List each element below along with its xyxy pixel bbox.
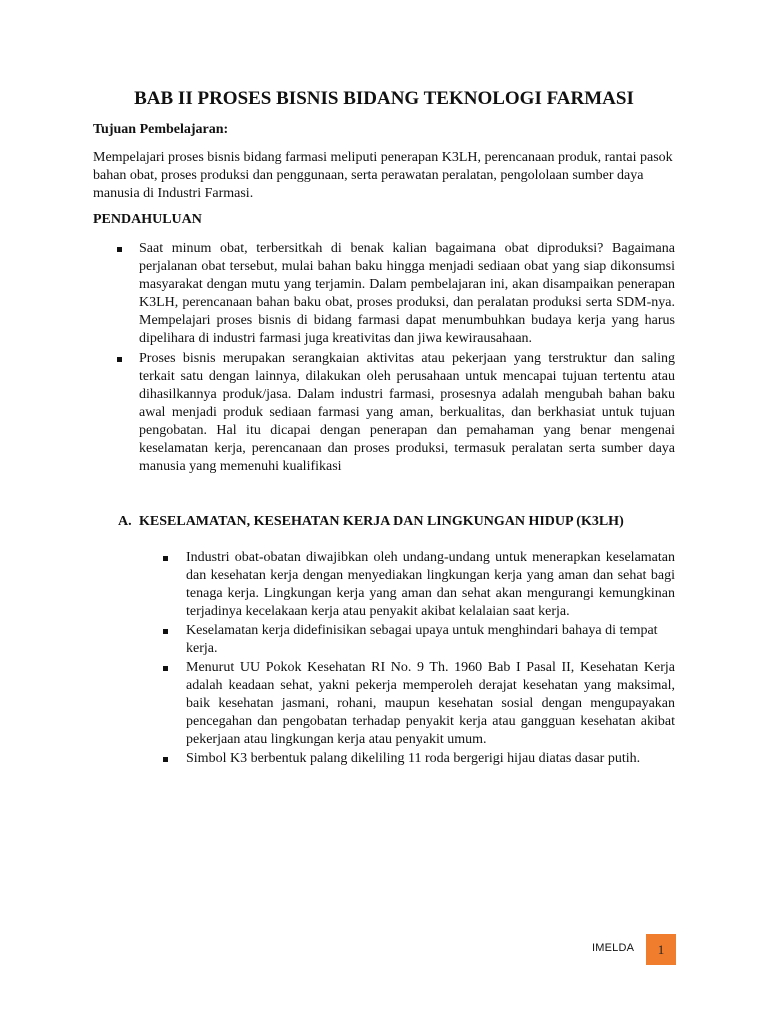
footer-author: IMELDA <box>592 942 635 954</box>
square-bullet-icon <box>163 556 168 561</box>
square-bullet-icon <box>163 629 168 634</box>
square-bullet-icon <box>163 757 168 762</box>
list-item-text: Industri obat-obatan diwajibkan oleh undang-undang untuk menerapkan keselamatan dan kesehatan kerja dengan menyediakan lingkungan kerja yang aman dan sehat bagi tenaga kerja. Lingkungan kerja yang aman dan sehat akan mengurangi kemungkinan terjadinya kecelakaan kerja atau penyakit akibat kelalaian saat kerja. <box>186 550 675 619</box>
section-a-heading <box>118 513 678 531</box>
square-bullet-icon <box>117 247 122 252</box>
list-item <box>186 549 675 621</box>
pendahuluan-heading: PENDAHULUAN <box>93 212 202 227</box>
list-item-text: Simbol K3 berbentuk palang dikeliling 11 roda bergerigi hijau diatas dasar putih. <box>186 751 641 766</box>
list-item <box>186 750 675 768</box>
list-item <box>139 350 675 476</box>
section-title: KESELAMATAN, KESEHATAN KERJA DAN LINGKUNGAN HIDUP (K3LH) <box>139 514 624 529</box>
page-number-badge <box>646 934 676 965</box>
list-item-text: Menurut UU Pokok Kesehatan RI No. 9 Th. 1960 Bab I Pasal II, Kesehatan Kerja adalah keadaan sehat, yakni pekerja memperoleh derajat kesehatan yang maksimal, baik kesehatan jasmani, rohani, maupun kesehatan sosial dengan mengupayakan pencegahan dan pengobatan terhadap penyakit kerja atau gangguan kesehatan akibat pekerjaan atau lingkungan kerja atau penyakit umum. <box>186 660 675 747</box>
objective-heading: Tujuan Pembelajaran: <box>93 122 229 137</box>
list-item <box>186 622 675 658</box>
page-number: 1 <box>657 941 665 957</box>
section-letter: A. <box>118 514 132 529</box>
list-item <box>186 659 675 749</box>
list-item <box>139 240 675 348</box>
section-a-list <box>186 549 675 768</box>
objective-text: Mempelajari proses bisnis bidang farmasi meliputi penerapan K3LH, perencanaan produk, rantai pasok bahan obat, proses produksi dan penggunaan, serta perawatan peralatan, pengololaan sumber daya manusia di Industri Farmasi. <box>93 150 673 201</box>
square-bullet-icon <box>117 357 122 362</box>
list-item-text: Proses bisnis merupakan serangkaian aktivitas atau pekerjaan yang terstruktur dan saling terkait satu dengan lainnya, dilakukan oleh perusahaan untuk mencapai tujuan tertentu atau dihasilkannya produk/jasa. Dalam industri farmasi, prosesnya adalah mengubah bahan baku awal menjadi produk sediaan farmasi yang aman, berkualitas, dan berkhasiat untuk tujuan pengobatan. Hal itu dicapai dengan penerapan dan pemahaman yang benar mengenai keselamatan kerja, perencanaan dan proses produksi, termasuk peralatan serta sumber daya manusia yang memenuhi kualifikasi <box>139 351 675 474</box>
page-title: BAB II PROSES BISNIS BIDANG TEKNOLOGI FARMASI <box>134 88 634 109</box>
pendahuluan-list <box>139 240 675 476</box>
square-bullet-icon <box>163 666 168 671</box>
list-item-text: Saat minum obat, terbersitkah di benak kalian bagaimana obat diproduksi? Bagaimana perjalanan obat tersebut, mulai bahan baku hingga menjadi sediaan obat yang siap dikonsumsi masyarakat dengan mutu yang terjamin. Dalam pembelajaran ini, akan disampaikan penerapan K3LH, perencanaan bahan baku obat, proses produksi, dan peralatan produksi serta SDM-nya. Mempelajari proses bisnis di bidang farmasi dapat menumbuhkan budaya kerja yang harus dipelihara di industri farmasi juga kreativitas dan jiwa kewirausahaan. <box>139 241 675 346</box>
list-item-text: Keselamatan kerja didefinisikan sebagai upaya untuk menghindari bahaya di tempat kerja. <box>186 623 658 656</box>
